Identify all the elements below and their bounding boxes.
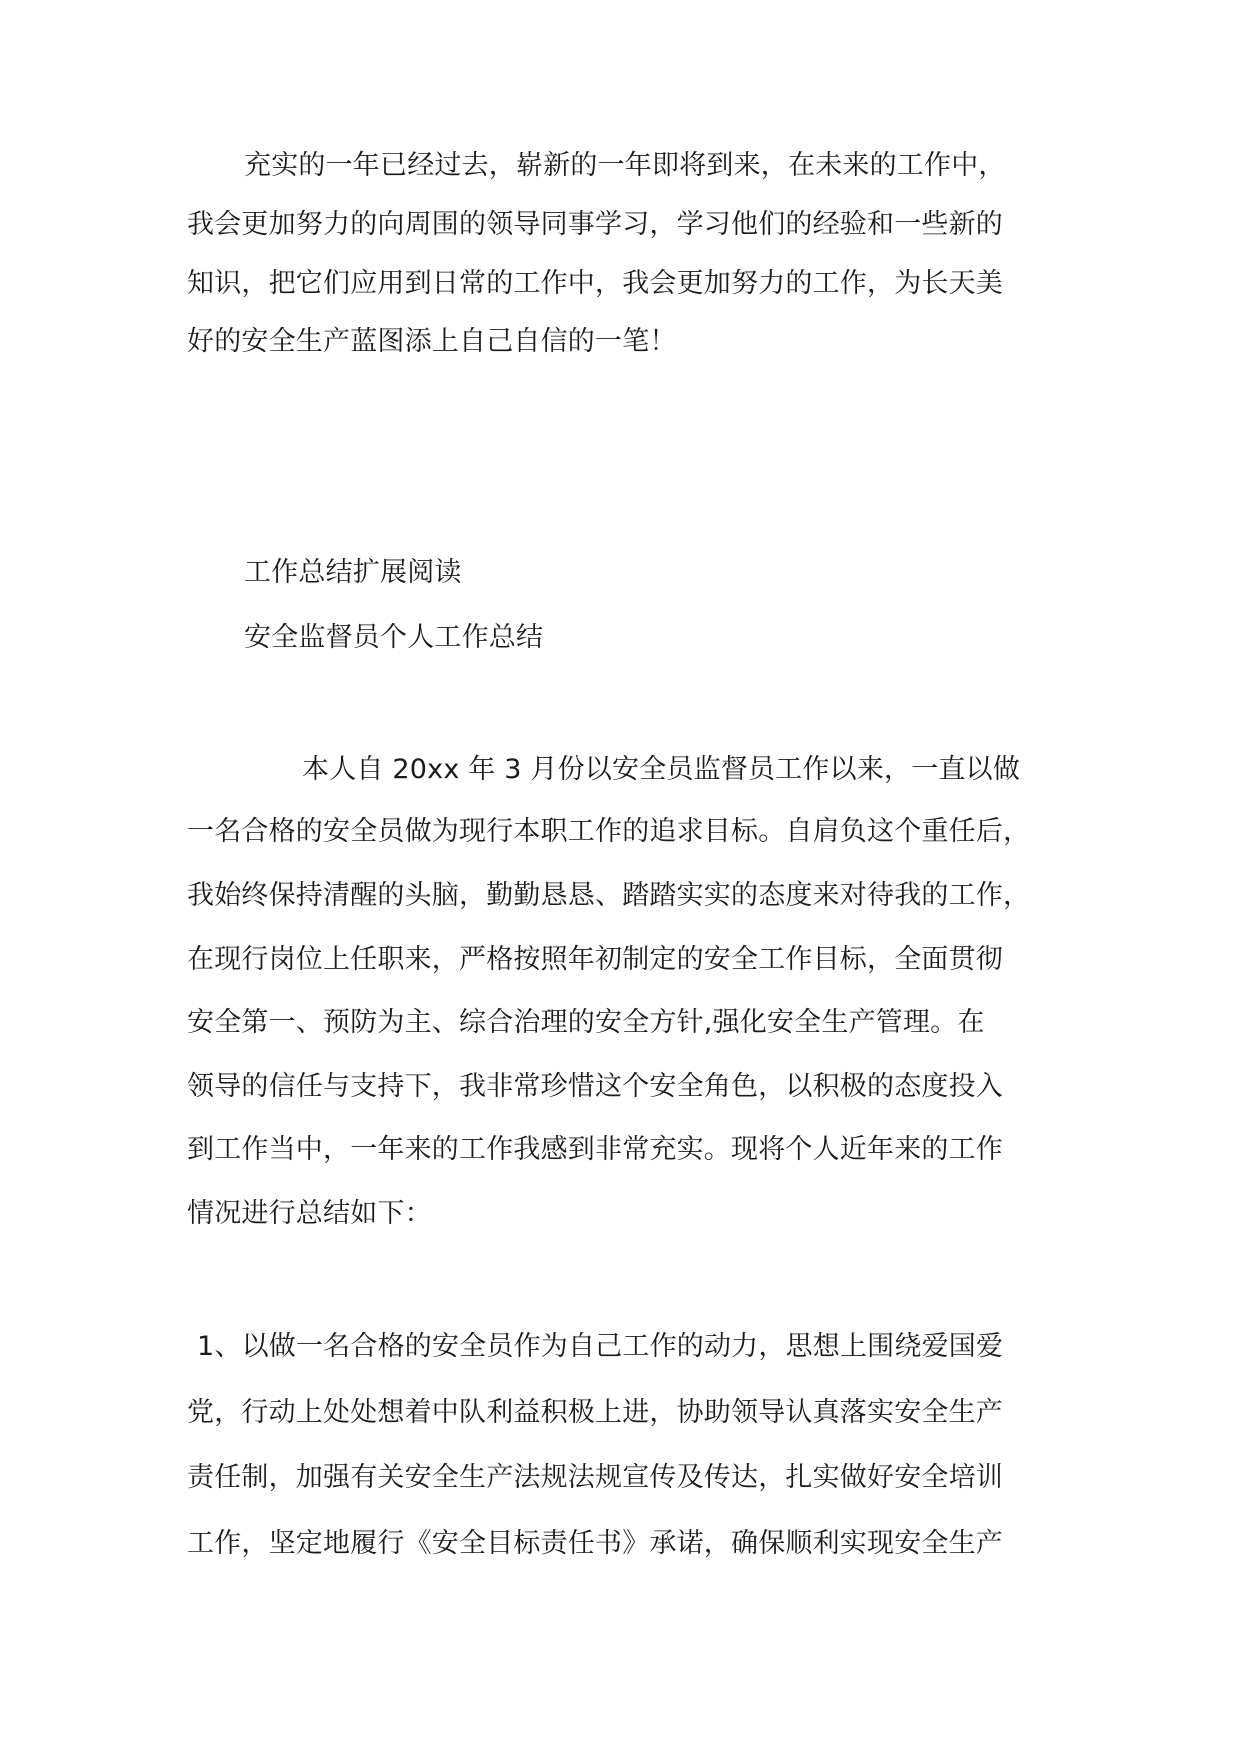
- paragraph-line: 好的安全生产蓝图添上自己自信的一笔！: [187, 326, 677, 357]
- paragraph-line: 我始终保持清醒的头脑，勤勤恳恳、踏踏实实的态度来对待我的工作，: [187, 880, 1031, 911]
- paragraph-line: 充实的一年已经过去，崭新的一年即将到来，在未来的工作中，: [244, 150, 1006, 181]
- paragraph-line: 责任制，加强有关安全生产法规法规宣传及传达，扎实做好安全培训: [187, 1462, 1003, 1493]
- paragraph-line: 领导的信任与支持下，我非常珍惜这个安全角色，以积极的态度投入: [187, 1071, 1003, 1102]
- paragraph-line: 党，行动上处处想着中队利益积极上进，协助领导认真落实安全生产: [187, 1397, 1003, 1428]
- paragraph-line: 知识，把它们应用到日常的工作中，我会更加努力的工作，为长天美: [187, 268, 1003, 299]
- paragraph-line: 安全第一、预防为主、综合治理的安全方针,强化安全生产管理。在: [187, 1007, 985, 1038]
- section-heading: 工作总结扩展阅读: [244, 557, 462, 588]
- paragraph-line: 一名合格的安全员做为现行本职工作的追求目标。自肩负这个重任后，: [187, 816, 1031, 847]
- paragraph-line: 情况进行总结如下：: [187, 1198, 432, 1229]
- paragraph-line: 1、以做一名合格的安全员作为自己工作的动力，思想上围绕爱国爱: [197, 1331, 1004, 1362]
- paragraph-line: 工作，坚定地履行《安全目标责任书》承诺，确保顺利实现安全生产: [187, 1528, 1003, 1559]
- paragraph-line: 本人自 20xx 年 3 月份以安全员监督员工作以来，一直以做: [302, 754, 1021, 785]
- document-title: 安全监督员个人工作总结: [244, 622, 544, 653]
- paragraph-line: 我会更加努力的向周围的领导同事学习，学习他们的经验和一些新的: [187, 209, 1003, 240]
- paragraph-line: 在现行岗位上任职来，严格按照年初制定的安全工作目标，全面贯彻: [187, 944, 1003, 975]
- paragraph-line: 到工作当中，一年来的工作我感到非常充实。现将个人近年来的工作: [187, 1134, 1003, 1165]
